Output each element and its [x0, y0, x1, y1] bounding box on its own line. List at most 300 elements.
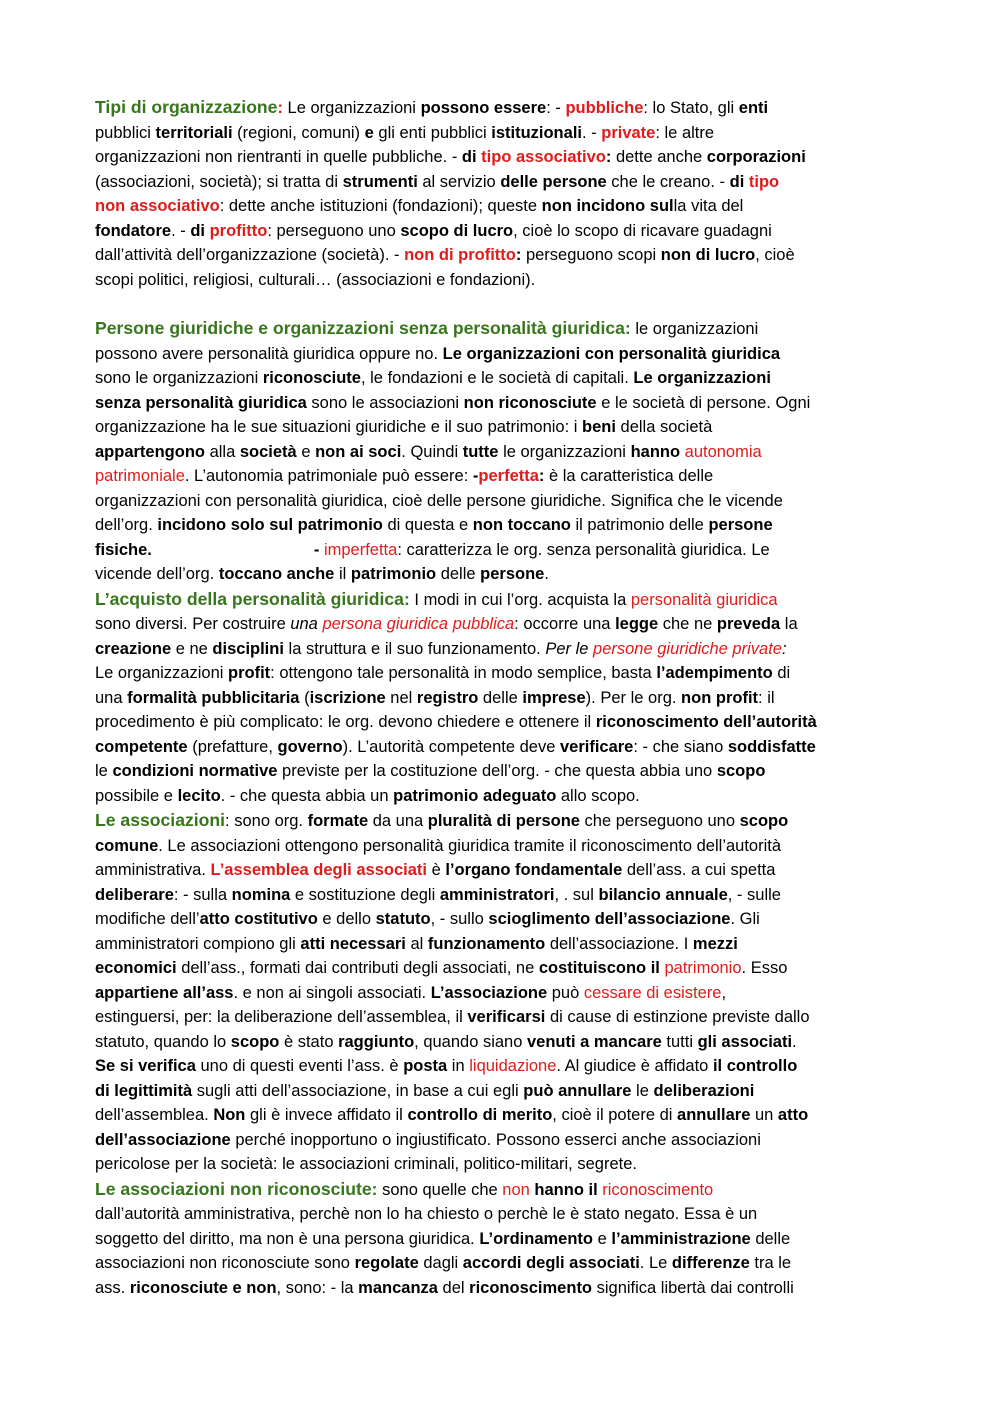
text-run: patrimoniale: [95, 467, 185, 485]
text-run: e: [296, 442, 316, 461]
text-line: [95, 243, 907, 268]
text-run: Le organizzazioni: [633, 369, 771, 387]
text-run: . -: [581, 123, 602, 142]
text-run: dell’associazione. I: [545, 934, 693, 953]
text-run: fisiche.: [95, 540, 152, 559]
text-run: amministratori: [439, 885, 555, 904]
text-line: [95, 759, 907, 784]
text-run: sono le associazioni: [306, 393, 464, 412]
text-run: di: [190, 221, 210, 240]
text-run: uno di questi eventi l’ass. è: [195, 1057, 404, 1075]
section-heading: Le associazioni non riconosciute:: [95, 1178, 378, 1199]
text-run: formate: [307, 812, 369, 830]
text-run: territoriali: [155, 123, 233, 142]
text-run: preveda: [716, 615, 781, 633]
text-run: pubblici: [95, 123, 156, 142]
text-run: dagli: [418, 1254, 463, 1272]
text-run: di cause di estinzione previste dallo: [545, 1008, 810, 1026]
text-line: [95, 1054, 907, 1079]
text-run: dell’org.: [95, 516, 158, 534]
text-run: . L’autonomia patrimoniale può essere:: [184, 467, 473, 485]
text-run: : perseguono uno: [267, 221, 401, 240]
text-line: [95, 513, 907, 538]
text-run: incidono solo sul patrimonio: [157, 516, 383, 534]
text-run: il patrimonio delle: [570, 516, 709, 534]
text-run: governo: [277, 737, 343, 756]
text-run: non profit: [681, 688, 759, 707]
text-line: [95, 440, 907, 465]
text-run: annullare: [677, 1106, 751, 1124]
text-run: le organizzazioni: [498, 442, 631, 461]
text-run: scioglimento dell’associazione: [488, 910, 731, 928]
text-run: perché inopportuno o ingiustificato. Possono esserci anche associazioni: [230, 1130, 761, 1149]
text-run: . Al giudice è affidato: [556, 1057, 713, 1075]
text-run: : caratterizza le org. senza personalità giuridica. Le: [397, 540, 770, 559]
text-run: I modi in cui l’org. acquista la: [409, 590, 631, 609]
text-run: . -: [171, 221, 191, 240]
text-run: :: [538, 467, 545, 485]
text-run: tutti: [661, 1032, 698, 1051]
text-run: sugli atti dell’associazione, in base a cui egli: [192, 1081, 524, 1100]
paragraph: [95, 316, 907, 1300]
text-run: possono avere personalità giuridica oppure no.: [95, 344, 443, 363]
text-run: :: [605, 148, 612, 166]
text-run: il controllo: [712, 1057, 798, 1075]
text-run: pluralità di persone: [427, 812, 580, 830]
text-run: disciplini: [212, 639, 284, 658]
text-run: , quando siano: [414, 1032, 527, 1051]
text-run: : - sulla: [173, 885, 232, 904]
text-run: soddisfatte: [727, 737, 816, 756]
text-run: al: [405, 934, 428, 953]
text-run: di legittimità: [95, 1081, 193, 1100]
text-line: [95, 661, 907, 686]
text-run: pubbliche: [565, 99, 644, 117]
text-run: l’organo fondamentale: [445, 861, 623, 879]
text-run: da una: [368, 812, 428, 830]
text-run: è: [426, 861, 446, 879]
text-run: : -: [546, 99, 566, 117]
text-run: organizzazioni non rientranti in quelle pubbliche. -: [95, 148, 462, 166]
text-run: L’ordinamento: [479, 1229, 593, 1248]
text-run: delle: [436, 565, 481, 583]
text-run: hanno: [630, 442, 685, 461]
text-run: , le fondazioni e le società di capitali.: [360, 369, 634, 387]
text-run: autonomia: [684, 442, 762, 461]
text-run: non riconosciute: [463, 393, 597, 412]
text-line: [95, 858, 907, 883]
text-run: e le società di persone. Ogni: [596, 393, 811, 412]
text-line: [95, 1152, 907, 1177]
text-run: : le altre: [655, 123, 715, 142]
text-line: [95, 1276, 907, 1301]
text-run: di: [772, 664, 791, 682]
text-run: scopo: [739, 812, 789, 830]
text-run: un: [750, 1106, 778, 1124]
text-run: L’assemblea degli associati: [210, 861, 427, 879]
text-run: funzionamento: [427, 934, 546, 953]
text-run: delle: [478, 688, 523, 707]
text-line: [95, 1103, 907, 1128]
text-line: [95, 735, 907, 760]
text-run: raggiunto: [338, 1032, 415, 1051]
text-run: ). L’autorità competente deve: [342, 737, 560, 756]
text-run: le organizzazioni: [630, 320, 759, 338]
text-run: statuto: [375, 910, 431, 928]
text-run: mezzi: [692, 934, 738, 953]
text-run: può annullare: [523, 1081, 632, 1100]
text-run: (regioni, comuni): [232, 123, 365, 142]
text-run: procedimento è più complicato: le org. devono chiedere e ottenere il: [95, 713, 596, 731]
text-run: la struttura e il suo funzionamento.: [283, 639, 546, 658]
text-run: Le organizzazioni: [282, 99, 421, 117]
section-heading: Le associazioni: [95, 810, 226, 830]
text-run: statuto, quando lo: [95, 1032, 231, 1051]
text-run: il: [334, 565, 351, 583]
text-run: della società: [615, 418, 713, 436]
text-run: dell’assemblea.: [95, 1106, 214, 1124]
text-run: significa libertà dai controlli: [592, 1278, 794, 1297]
text-run: l’adempimento: [656, 664, 773, 682]
text-run: dette anche: [611, 148, 707, 166]
text-run: che le creano. -: [606, 172, 730, 191]
text-line: [95, 95, 907, 121]
text-run: non associativo: [95, 197, 220, 215]
text-run: alla: [205, 442, 240, 461]
text-run: non incidono sul: [541, 197, 674, 215]
text-run: personalità giuridica: [630, 590, 778, 609]
text-line: [95, 489, 907, 514]
text-run: -: [472, 467, 479, 485]
text-run: amministratori compiono gli: [95, 934, 301, 953]
text-run: non: [502, 1180, 530, 1199]
text-run: una: [95, 688, 128, 707]
text-line: [95, 587, 907, 613]
text-run: condizioni normative: [112, 762, 278, 780]
text-run: , - sullo: [430, 910, 489, 928]
text-run: che ne: [658, 615, 717, 633]
text-run: accordi degli associati: [462, 1254, 640, 1272]
text-run: del: [437, 1278, 470, 1297]
text-run: sono diversi. Per costruire: [95, 615, 291, 633]
text-line: [95, 907, 907, 932]
text-run: scopo di lucro: [400, 221, 514, 240]
text-run: sono quelle che: [377, 1180, 503, 1199]
text-run: gli associati: [697, 1032, 793, 1051]
text-run: ,: [721, 983, 727, 1002]
text-line: [95, 956, 907, 981]
text-run: profit: [228, 664, 271, 682]
text-line: [95, 562, 907, 587]
text-run: private: [601, 123, 656, 142]
text-run: lecito: [177, 786, 221, 805]
text-line: [95, 1005, 907, 1030]
text-run: imperfetta: [323, 540, 398, 559]
text-run: . Esso: [741, 959, 788, 977]
text-run: formalità pubblicitaria: [127, 688, 300, 707]
text-line: [95, 268, 907, 293]
text-run: beni: [582, 418, 616, 436]
text-run: dall’autorità amministrativa, perchè non lo ha chiesto o perchè le è stato negato. Essa è un: [95, 1205, 758, 1223]
text-run: legge: [615, 615, 659, 633]
text-run: delle: [750, 1229, 791, 1248]
text-run: tipo associativo: [481, 148, 606, 166]
text-line: [95, 1128, 907, 1153]
text-run: patrimonio: [664, 959, 742, 977]
text-run: Se si verifica: [95, 1057, 196, 1075]
text-run: comune: [95, 836, 159, 855]
text-run: , . sul: [554, 885, 599, 904]
text-run: perseguono scopi: [521, 246, 661, 264]
text-run: di questa e: [382, 516, 473, 534]
text-run: persone: [480, 565, 545, 583]
text-run: Le organizzazioni con personalità giuridica: [442, 344, 781, 363]
text-run: associazioni non riconosciute sono: [95, 1254, 355, 1272]
text-run: liquidazione: [469, 1057, 557, 1075]
text-line: [95, 981, 907, 1006]
text-run: deliberare: [95, 885, 174, 904]
text-line: [95, 1030, 907, 1055]
text-run: al servizio: [417, 172, 501, 191]
section-heading: L’acquisto della personalità giuridica:: [95, 588, 410, 609]
text-run: :: [781, 639, 787, 658]
text-run: registro: [416, 688, 479, 707]
text-line: [95, 538, 907, 563]
text-run: . Quindi: [401, 442, 463, 461]
text-run: iscrizione: [309, 688, 386, 707]
text-run: verificare: [559, 737, 634, 756]
text-line: [95, 1202, 907, 1227]
text-run: ass.: [95, 1278, 130, 1297]
text-run: le: [631, 1081, 654, 1100]
text-run: . Gli: [730, 910, 760, 928]
text-run: : lo Stato, gli: [643, 99, 739, 117]
text-run: amministrativa.: [95, 861, 211, 879]
text-run: tra le: [749, 1254, 792, 1272]
text-run: -: [313, 540, 324, 559]
text-run: istituzionali: [491, 123, 582, 142]
text-run: una: [290, 615, 323, 633]
text-run: enti: [738, 99, 769, 117]
text-run: appartengono: [95, 442, 205, 461]
text-run: .: [544, 565, 549, 583]
text-run: non di lucro: [660, 246, 756, 264]
text-line: [95, 391, 907, 416]
text-line: [95, 145, 907, 170]
text-run: venuti a mancare: [527, 1032, 662, 1051]
text-run: imprese: [522, 688, 586, 707]
text-run: , sono: - la: [276, 1278, 359, 1297]
text-line: [95, 464, 907, 489]
text-run: scopi politici, religiosi, culturali… (associazioni e fondazioni).: [95, 270, 536, 289]
text-run: costituiscono il: [538, 959, 665, 977]
text-line: [95, 121, 907, 146]
text-run: : occorre una: [514, 615, 616, 633]
text-run: cessare di esistere: [583, 983, 722, 1002]
text-run: fondatore: [95, 221, 172, 240]
text-run: . - che questa abbia un: [220, 786, 394, 805]
text-run: riconoscimento: [469, 1278, 593, 1297]
text-run: profitto: [209, 221, 268, 240]
text-run: possibile e: [95, 786, 178, 805]
text-line: [95, 170, 907, 195]
text-run: toccano anche: [218, 565, 335, 583]
text-line: [95, 686, 907, 711]
text-line: [95, 710, 907, 735]
text-run: perfetta: [478, 467, 539, 485]
text-run: mancanza: [358, 1278, 438, 1297]
text-run: l’amministrazione: [611, 1229, 751, 1248]
text-line: [95, 342, 907, 367]
text-run: patrimonio adeguato: [393, 786, 557, 805]
text-run: e dello: [317, 910, 376, 928]
text-run: la vita del: [673, 197, 744, 215]
text-run: è stato: [279, 1032, 339, 1051]
text-run: la: [780, 615, 798, 633]
text-run: dell’ass., formati dai contributi degli associati, ne: [176, 959, 539, 977]
text-run: :: [277, 99, 283, 117]
text-run: . Le associazioni ottengono personalità giuridica tramite il riconoscimento dell’autorità: [158, 836, 782, 855]
text-run: : il: [758, 688, 775, 707]
text-run: persone: [708, 516, 773, 534]
text-run: bilancio annuale: [598, 885, 728, 904]
text-line: [95, 808, 907, 834]
text-run: modifiche dell’: [95, 910, 200, 928]
text-run: Le organizzazioni: [95, 664, 228, 682]
text-run: L’associazione: [430, 983, 548, 1002]
text-run: riconoscimento dell’autorità: [595, 713, 817, 731]
text-line: [95, 932, 907, 957]
text-run: deliberazioni: [653, 1081, 755, 1100]
text-run: patrimonio: [350, 565, 437, 583]
text-run: dell’associazione: [95, 1130, 231, 1149]
text-run: di: [729, 172, 749, 191]
text-run: non toccano: [472, 516, 571, 534]
text-run: in: [447, 1057, 470, 1075]
text-run: delle persone: [500, 172, 607, 191]
text-run: .: [792, 1032, 797, 1051]
text-run: pericolose per la società: le associazioni criminali, politico-militari, segrete.: [95, 1155, 637, 1173]
text-line: [95, 1251, 907, 1276]
text-line: [95, 883, 907, 908]
text-run: Non: [213, 1106, 246, 1124]
text-run: corporazioni: [706, 148, 806, 166]
text-run: vicende dell’org.: [95, 565, 219, 583]
text-line: [95, 784, 907, 809]
text-run: e sostituzione degli: [290, 885, 440, 904]
text-run: sono le organizzazioni: [95, 369, 263, 387]
text-run: possono essere: [420, 99, 547, 117]
document-body: [95, 95, 907, 1300]
text-run: differenze: [671, 1254, 750, 1272]
text-run: atti necessari: [300, 934, 406, 953]
text-run: , cioè: [755, 246, 795, 264]
text-run: estinguersi, per: la deliberazione dell’assemblea, il: [95, 1008, 468, 1026]
text-line: [95, 415, 907, 440]
text-run: riconosciute e non: [129, 1278, 277, 1297]
section-heading: Tipi di organizzazione: [95, 97, 278, 117]
text-run: persona giuridica pubblica: [322, 615, 515, 633]
text-run: e: [593, 1229, 612, 1248]
text-line: [95, 834, 907, 859]
text-run: non ai soci: [315, 442, 402, 461]
text-run: scopo: [230, 1032, 280, 1051]
text-run: organizzazioni con personalità giuridica, cioè delle persone giuridiche. Significa che le vicende: [95, 491, 783, 510]
text-run: : ottengono tale personalità in modo semplice, basta: [270, 664, 657, 682]
text-run: persone giuridiche private: [593, 639, 782, 658]
text-run: previste per la costituzione dell’org. - che questa abbia uno: [277, 762, 717, 780]
text-run: gli è invece affidato il: [245, 1106, 408, 1124]
text-run: dall’attività dell’organizzazione (società). -: [95, 246, 405, 264]
text-line: [95, 1227, 907, 1252]
text-run: senza personalità giuridica: [95, 393, 307, 412]
text-line: [95, 1079, 907, 1104]
text-run: economici: [95, 959, 177, 977]
text-run: controllo di merito: [407, 1106, 553, 1124]
text-run: verificarsi: [467, 1008, 546, 1026]
text-run: : dette anche istituzioni (fondazioni); queste: [219, 197, 542, 215]
text-run: riconoscimento: [602, 1180, 714, 1199]
text-run: può: [547, 983, 584, 1002]
text-run: non di profitto: [404, 246, 516, 264]
text-run: . Le: [639, 1254, 672, 1272]
text-run: : - che siano: [633, 737, 728, 756]
text-run: riconosciute: [262, 369, 361, 387]
text-line: [95, 219, 907, 244]
text-run: , cioè il potere di: [552, 1106, 678, 1124]
document-page: [95, 95, 907, 1300]
paragraph-gap: [95, 292, 907, 316]
text-run: (: [299, 688, 310, 707]
text-line: [95, 366, 907, 391]
text-run: : sono org.: [225, 812, 308, 830]
text-run: ). Per le org.: [585, 688, 682, 707]
text-line: [95, 1177, 907, 1203]
text-run: , - sulle: [727, 885, 781, 904]
text-run: e ne: [171, 639, 213, 658]
text-run: regolate: [354, 1254, 419, 1272]
text-run: appartiene all’ass: [95, 983, 234, 1002]
text-run: che perseguono uno: [579, 812, 740, 830]
text-run: competente: [95, 737, 188, 756]
text-run: e: [364, 123, 374, 142]
text-run: allo scopo.: [556, 786, 640, 805]
text-line: [95, 637, 907, 662]
text-run: tipo: [748, 172, 780, 191]
text-run: soggetto del diritto, ma non è una persona giuridica.: [95, 1229, 480, 1248]
text-run: :: [515, 246, 522, 264]
text-run: . e non ai singoli associati.: [233, 983, 431, 1002]
text-line: [95, 194, 907, 219]
text-run: creazione: [95, 639, 172, 658]
paragraph: [95, 95, 907, 292]
text-run: posta: [403, 1057, 448, 1075]
text-run: di: [461, 148, 482, 166]
section-heading: Persone giuridiche e organizzazioni senza personalità giuridica:: [95, 318, 631, 338]
text-run: (prefatture,: [187, 737, 278, 756]
text-run: (associazioni, società); si tratta di: [95, 172, 343, 191]
text-run: gli enti pubblici: [373, 123, 492, 142]
text-run: società: [239, 442, 297, 461]
text-run: le: [95, 762, 113, 780]
text-line: [95, 316, 907, 342]
text-run: tutte: [462, 442, 499, 461]
text-run: , cioè lo scopo di ricavare guadagni: [513, 221, 772, 240]
text-run: atto: [777, 1106, 809, 1124]
text-run: nel: [385, 688, 417, 707]
text-run: Per le: [545, 639, 594, 658]
text-line: [95, 612, 907, 637]
